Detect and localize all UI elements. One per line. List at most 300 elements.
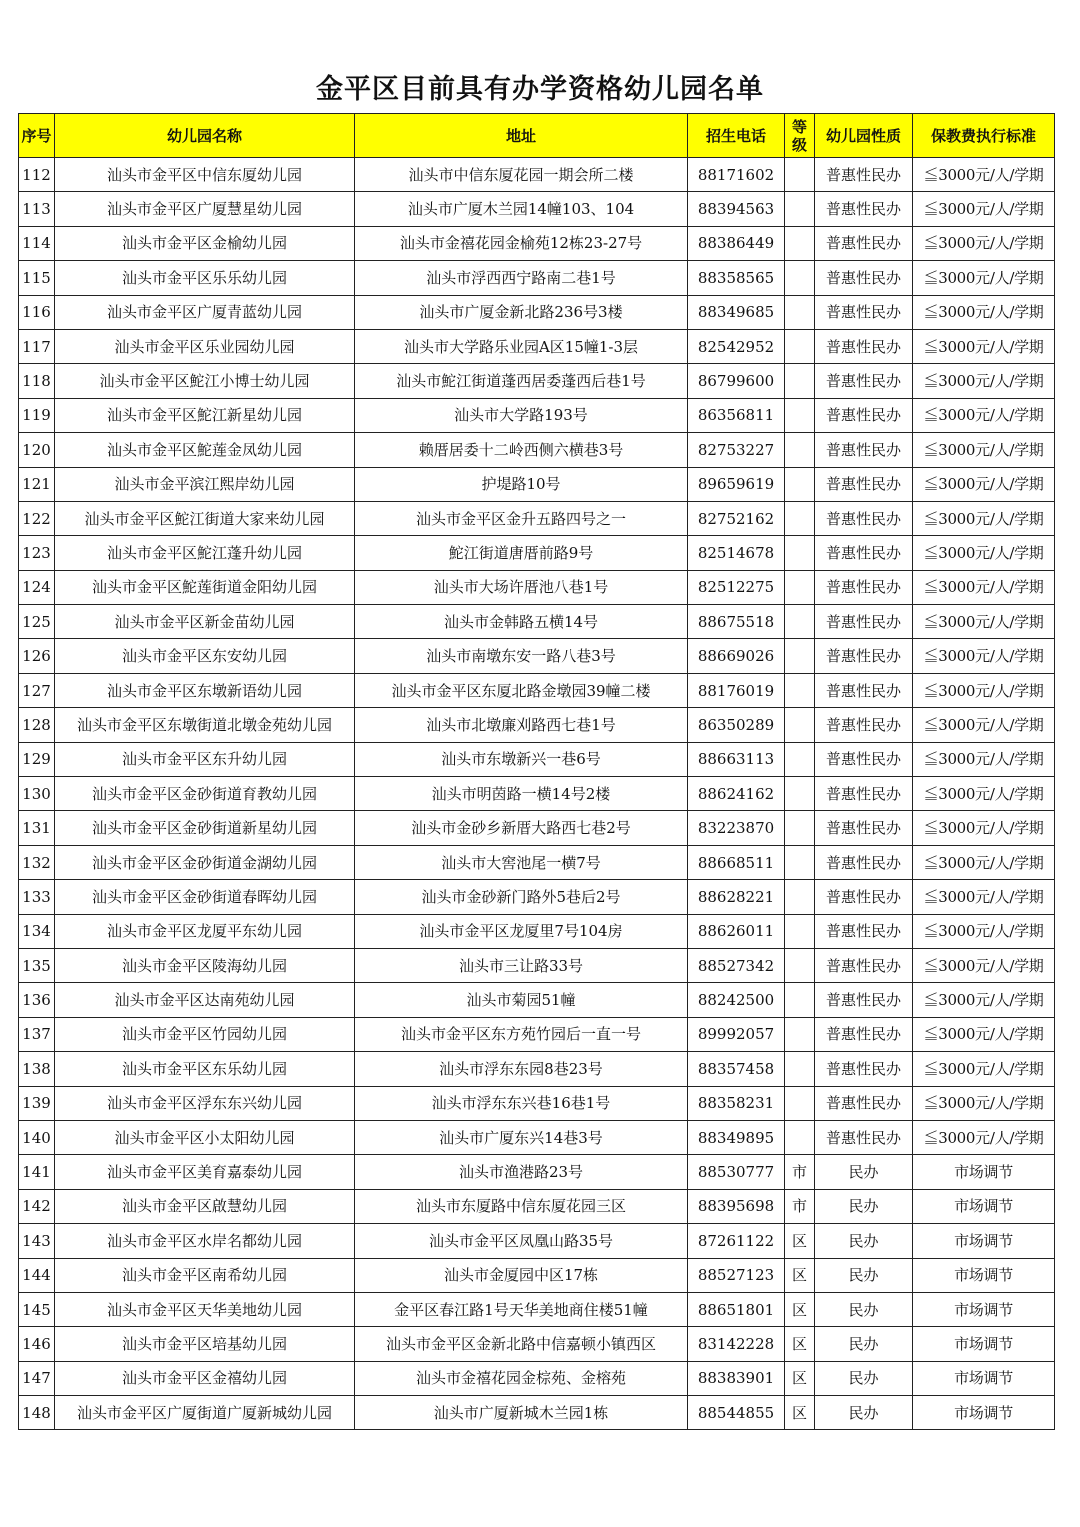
cell-level — [785, 948, 815, 982]
cell-nature: 普惠性民办 — [815, 914, 913, 948]
cell-phone: 88624162 — [688, 777, 785, 811]
cell-address: 汕头市渔港路23号 — [355, 1155, 688, 1189]
cell-phone: 88669026 — [688, 639, 785, 673]
cell-name: 汕头市金平区龙厦平东幼儿园 — [55, 914, 355, 948]
header-row — [19, 114, 1055, 158]
cell-fee: ≦3000元/人/学期 — [913, 983, 1055, 1017]
cell-name: 汕头市金平区天华美地幼儿园 — [55, 1292, 355, 1326]
cell-fee: ≦3000元/人/学期 — [913, 192, 1055, 226]
cell-no: 135 — [19, 948, 55, 982]
cell-nature: 普惠性民办 — [815, 1052, 913, 1086]
cell-fee: ≦3000元/人/学期 — [913, 639, 1055, 673]
table-row — [19, 1258, 1055, 1292]
cell-no: 126 — [19, 639, 55, 673]
table-row — [19, 845, 1055, 879]
cell-phone: 86356811 — [688, 398, 785, 432]
cell-level — [785, 673, 815, 707]
cell-name: 汕头市金平区东乐幼儿园 — [55, 1052, 355, 1086]
cell-name: 汕头市金平区广厦街道广厦新城幼儿园 — [55, 1396, 355, 1430]
cell-nature: 普惠性民办 — [815, 329, 913, 363]
cell-phone: 83142228 — [688, 1327, 785, 1361]
cell-nature: 普惠性民办 — [815, 880, 913, 914]
table-row — [19, 1396, 1055, 1430]
cell-nature: 民办 — [815, 1224, 913, 1258]
cell-nature: 普惠性民办 — [815, 570, 913, 604]
header-nature: 幼儿园性质 — [815, 114, 913, 158]
cell-no: 136 — [19, 983, 55, 1017]
table-row — [19, 639, 1055, 673]
cell-nature: 民办 — [815, 1155, 913, 1189]
cell-no: 115 — [19, 261, 55, 295]
cell-fee: ≦3000元/人/学期 — [913, 501, 1055, 535]
cell-phone: 88386449 — [688, 226, 785, 260]
cell-phone: 88530777 — [688, 1155, 785, 1189]
table-row — [19, 570, 1055, 604]
table-row — [19, 1120, 1055, 1154]
cell-address: 护堤路10号 — [355, 467, 688, 501]
cell-name: 汕头市金平区金禧幼儿园 — [55, 1361, 355, 1395]
cell-no: 119 — [19, 398, 55, 432]
cell-phone: 88395698 — [688, 1189, 785, 1223]
cell-level — [785, 777, 815, 811]
cell-address: 汕头市大窖池尾一横7号 — [355, 845, 688, 879]
cell-name: 汕头市金平区啟慧幼儿园 — [55, 1189, 355, 1223]
cell-no: 123 — [19, 536, 55, 570]
cell-nature: 民办 — [815, 1361, 913, 1395]
cell-no: 124 — [19, 570, 55, 604]
header-name: 幼儿园名称 — [55, 114, 355, 158]
cell-phone: 88358565 — [688, 261, 785, 295]
cell-no: 114 — [19, 226, 55, 260]
cell-name: 汕头市金平区金砂街道新星幼儿园 — [55, 811, 355, 845]
cell-fee: ≦3000元/人/学期 — [913, 880, 1055, 914]
cell-fee: ≦3000元/人/学期 — [913, 845, 1055, 879]
cell-level — [785, 364, 815, 398]
cell-name: 汕头市金平区广厦慧星幼儿园 — [55, 192, 355, 226]
cell-name: 汕头市金平区乐业园幼儿园 — [55, 329, 355, 363]
cell-no: 139 — [19, 1086, 55, 1120]
cell-nature: 普惠性民办 — [815, 983, 913, 1017]
cell-address: 赖厝居委十二岭西侧六横巷3号 — [355, 433, 688, 467]
cell-no: 128 — [19, 708, 55, 742]
header-no: 序号 — [19, 114, 55, 158]
table-row — [19, 1086, 1055, 1120]
cell-address: 汕头市金平区东方苑竹园后一直一号 — [355, 1017, 688, 1051]
header-phone: 招生电话 — [688, 114, 785, 158]
cell-name: 汕头市金平区东升幼儿园 — [55, 742, 355, 776]
cell-no: 112 — [19, 158, 55, 192]
cell-nature: 普惠性民办 — [815, 295, 913, 329]
cell-level — [785, 226, 815, 260]
cell-phone: 86350289 — [688, 708, 785, 742]
cell-address: 汕头市广厦金新北路236号3楼 — [355, 295, 688, 329]
cell-no: 142 — [19, 1189, 55, 1223]
cell-nature: 民办 — [815, 1292, 913, 1326]
cell-level — [785, 708, 815, 742]
cell-fee: ≦3000元/人/学期 — [913, 914, 1055, 948]
cell-level: 区 — [785, 1258, 815, 1292]
cell-name: 汕头市金平区鮀江小博士幼儿园 — [55, 364, 355, 398]
cell-name: 汕头市金平区鮀江新星幼儿园 — [55, 398, 355, 432]
cell-nature: 民办 — [815, 1396, 913, 1430]
cell-no: 127 — [19, 673, 55, 707]
cell-no: 137 — [19, 1017, 55, 1051]
cell-nature: 普惠性民办 — [815, 948, 913, 982]
cell-name: 汕头市金平区小太阳幼儿园 — [55, 1120, 355, 1154]
cell-nature: 普惠性民办 — [815, 1017, 913, 1051]
cell-fee: 市场调节 — [913, 1224, 1055, 1258]
cell-address: 汕头市浮西西宁路南二巷1号 — [355, 261, 688, 295]
cell-name: 汕头市金平区中信东厦幼儿园 — [55, 158, 355, 192]
cell-address: 汕头市金韩路五横14号 — [355, 605, 688, 639]
cell-phone: 88383901 — [688, 1361, 785, 1395]
cell-level — [785, 983, 815, 1017]
cell-phone: 88349685 — [688, 295, 785, 329]
table-row — [19, 948, 1055, 982]
cell-name: 汕头市金平区东墩街道北墩金苑幼儿园 — [55, 708, 355, 742]
cell-fee: 市场调节 — [913, 1292, 1055, 1326]
table-row — [19, 295, 1055, 329]
cell-fee: 市场调节 — [913, 1361, 1055, 1395]
cell-name: 汕头市金平区金砂街道育教幼儿园 — [55, 777, 355, 811]
cell-name: 汕头市金平区东墩新语幼儿园 — [55, 673, 355, 707]
cell-address: 汕头市金平区凤凰山路35号 — [355, 1224, 688, 1258]
cell-no: 140 — [19, 1120, 55, 1154]
cell-nature: 民办 — [815, 1327, 913, 1361]
cell-fee: ≦3000元/人/学期 — [913, 811, 1055, 845]
table-row — [19, 501, 1055, 535]
cell-address: 汕头市金平区金新北路中信嘉顿小镇西区 — [355, 1327, 688, 1361]
table-row — [19, 1361, 1055, 1395]
cell-no: 147 — [19, 1361, 55, 1395]
cell-name: 汕头市金平滨江熙岸幼儿园 — [55, 467, 355, 501]
cell-no: 143 — [19, 1224, 55, 1258]
cell-name: 汕头市金平区鮀莲街道金阳幼儿园 — [55, 570, 355, 604]
cell-phone: 88663113 — [688, 742, 785, 776]
cell-phone: 88668511 — [688, 845, 785, 879]
cell-name: 汕头市金平区广厦青蓝幼儿园 — [55, 295, 355, 329]
table-header — [19, 114, 1055, 158]
cell-no: 146 — [19, 1327, 55, 1361]
table-row — [19, 1017, 1055, 1051]
cell-level: 区 — [785, 1292, 815, 1326]
cell-phone: 88527123 — [688, 1258, 785, 1292]
cell-no: 131 — [19, 811, 55, 845]
table-row — [19, 433, 1055, 467]
table-row — [19, 777, 1055, 811]
cell-phone: 88544855 — [688, 1396, 785, 1430]
cell-name: 汕头市金平区水岸名都幼儿园 — [55, 1224, 355, 1258]
cell-fee: ≦3000元/人/学期 — [913, 295, 1055, 329]
cell-fee: 市场调节 — [913, 1396, 1055, 1430]
cell-address: 汕头市菊园51幢 — [355, 983, 688, 1017]
cell-nature: 普惠性民办 — [815, 1086, 913, 1120]
cell-no: 113 — [19, 192, 55, 226]
cell-nature: 普惠性民办 — [815, 536, 913, 570]
table-row — [19, 226, 1055, 260]
cell-level — [785, 639, 815, 673]
cell-fee: ≦3000元/人/学期 — [913, 673, 1055, 707]
table-row — [19, 1155, 1055, 1189]
cell-nature: 普惠性民办 — [815, 708, 913, 742]
cell-fee: 市场调节 — [913, 1327, 1055, 1361]
cell-name: 汕头市金平区金榆幼儿园 — [55, 226, 355, 260]
cell-name: 汕头市金平区培基幼儿园 — [55, 1327, 355, 1361]
cell-fee: ≦3000元/人/学期 — [913, 158, 1055, 192]
cell-address: 汕头市东厦路中信东厦花园三区 — [355, 1189, 688, 1223]
table-row — [19, 605, 1055, 639]
cell-nature: 普惠性民办 — [815, 192, 913, 226]
cell-phone: 87261122 — [688, 1224, 785, 1258]
cell-level — [785, 570, 815, 604]
cell-phone: 89659619 — [688, 467, 785, 501]
cell-address: 汕头市金禧花园金榆苑12栋23-27号 — [355, 226, 688, 260]
cell-phone: 88675518 — [688, 605, 785, 639]
cell-name: 汕头市金平区鮀江蓬升幼儿园 — [55, 536, 355, 570]
cell-name: 汕头市金平区鮀江街道大家来幼儿园 — [55, 501, 355, 535]
cell-nature: 普惠性民办 — [815, 158, 913, 192]
table-row — [19, 1052, 1055, 1086]
cell-nature: 普惠性民办 — [815, 501, 913, 535]
cell-address: 汕头市三让路33号 — [355, 948, 688, 982]
cell-name: 汕头市金平区浮东东兴幼儿园 — [55, 1086, 355, 1120]
header-level: 等级 — [785, 114, 815, 158]
cell-phone: 82512275 — [688, 570, 785, 604]
cell-no: 145 — [19, 1292, 55, 1326]
cell-no: 133 — [19, 880, 55, 914]
cell-level — [785, 811, 815, 845]
header-fee: 保教费执行标准 — [913, 114, 1055, 158]
cell-phone: 88527342 — [688, 948, 785, 982]
cell-nature: 普惠性民办 — [815, 398, 913, 432]
table-row — [19, 1224, 1055, 1258]
cell-address: 汕头市广厦东兴14巷3号 — [355, 1120, 688, 1154]
cell-nature: 普惠性民办 — [815, 605, 913, 639]
cell-nature: 普惠性民办 — [815, 742, 913, 776]
cell-fee: ≦3000元/人/学期 — [913, 398, 1055, 432]
cell-name: 汕头市金平区乐乐幼儿园 — [55, 261, 355, 295]
cell-phone: 88394563 — [688, 192, 785, 226]
cell-phone: 89992057 — [688, 1017, 785, 1051]
cell-fee: 市场调节 — [913, 1258, 1055, 1292]
table-row — [19, 467, 1055, 501]
cell-level — [785, 845, 815, 879]
table-row — [19, 398, 1055, 432]
cell-no: 116 — [19, 295, 55, 329]
cell-nature: 普惠性民办 — [815, 673, 913, 707]
cell-name: 汕头市金平区东安幼儿园 — [55, 639, 355, 673]
table-body — [19, 158, 1055, 1430]
cell-address: 汕头市鮀江街道蓬西居委蓬西后巷1号 — [355, 364, 688, 398]
cell-name: 汕头市金平区美育嘉泰幼儿园 — [55, 1155, 355, 1189]
cell-address: 汕头市金厦园中区17栋 — [355, 1258, 688, 1292]
table-row — [19, 364, 1055, 398]
cell-no: 132 — [19, 845, 55, 879]
cell-fee: ≦3000元/人/学期 — [913, 777, 1055, 811]
table-row — [19, 329, 1055, 363]
cell-address: 汕头市大学路乐业园A区15幢1-3层 — [355, 329, 688, 363]
cell-address: 汕头市金禧花园金棕苑、金榕苑 — [355, 1361, 688, 1395]
cell-level: 区 — [785, 1327, 815, 1361]
cell-no: 125 — [19, 605, 55, 639]
cell-phone: 88628221 — [688, 880, 785, 914]
cell-fee: ≦3000元/人/学期 — [913, 605, 1055, 639]
cell-nature: 普惠性民办 — [815, 845, 913, 879]
cell-fee: ≦3000元/人/学期 — [913, 261, 1055, 295]
cell-level — [785, 158, 815, 192]
table-row — [19, 158, 1055, 192]
cell-phone: 88651801 — [688, 1292, 785, 1326]
table-row — [19, 1189, 1055, 1223]
cell-address: 汕头市广厦新城木兰园1栋 — [355, 1396, 688, 1430]
cell-fee: 市场调节 — [913, 1155, 1055, 1189]
cell-level — [785, 914, 815, 948]
cell-no: 144 — [19, 1258, 55, 1292]
header-address: 地址 — [355, 114, 688, 158]
table-row — [19, 673, 1055, 707]
cell-phone: 83223870 — [688, 811, 785, 845]
cell-nature: 普惠性民办 — [815, 1120, 913, 1154]
cell-no: 117 — [19, 329, 55, 363]
cell-address: 汕头市金平区东厦北路金墩园39幢二楼 — [355, 673, 688, 707]
cell-address: 汕头市金平区龙厦里7号104房 — [355, 914, 688, 948]
table-row — [19, 811, 1055, 845]
cell-nature: 普惠性民办 — [815, 433, 913, 467]
table-row — [19, 1292, 1055, 1326]
cell-no: 122 — [19, 501, 55, 535]
cell-phone: 88349895 — [688, 1120, 785, 1154]
cell-name: 汕头市金平区金砂街道金湖幼儿园 — [55, 845, 355, 879]
cell-no: 138 — [19, 1052, 55, 1086]
cell-nature: 普惠性民办 — [815, 811, 913, 845]
cell-level: 市 — [785, 1155, 815, 1189]
table-row — [19, 192, 1055, 226]
cell-name: 汕头市金平区金砂街道春晖幼儿园 — [55, 880, 355, 914]
table-row — [19, 536, 1055, 570]
cell-nature: 普惠性民办 — [815, 777, 913, 811]
table-row — [19, 880, 1055, 914]
cell-address: 汕头市东墩新兴一巷6号 — [355, 742, 688, 776]
cell-no: 148 — [19, 1396, 55, 1430]
cell-phone: 88357458 — [688, 1052, 785, 1086]
cell-fee: ≦3000元/人/学期 — [913, 1086, 1055, 1120]
cell-fee: ≦3000元/人/学期 — [913, 329, 1055, 363]
cell-level — [785, 536, 815, 570]
cell-fee: 市场调节 — [913, 1189, 1055, 1223]
cell-address: 汕头市浮东东园8巷23号 — [355, 1052, 688, 1086]
cell-level: 市 — [785, 1189, 815, 1223]
cell-fee: ≦3000元/人/学期 — [913, 433, 1055, 467]
cell-level — [785, 467, 815, 501]
table-row — [19, 1327, 1055, 1361]
cell-fee: ≦3000元/人/学期 — [913, 742, 1055, 776]
cell-address: 汕头市金砂乡新厝大路西七巷2号 — [355, 811, 688, 845]
cell-level — [785, 605, 815, 639]
cell-phone: 82542952 — [688, 329, 785, 363]
cell-no: 130 — [19, 777, 55, 811]
cell-name: 汕头市金平区陵海幼儿园 — [55, 948, 355, 982]
cell-address: 汕头市中信东厦花园一期会所二楼 — [355, 158, 688, 192]
cell-name: 汕头市金平区竹园幼儿园 — [55, 1017, 355, 1051]
cell-level — [785, 295, 815, 329]
table-row — [19, 261, 1055, 295]
cell-level — [785, 742, 815, 776]
cell-fee: ≦3000元/人/学期 — [913, 1052, 1055, 1086]
cell-phone: 82752162 — [688, 501, 785, 535]
cell-level — [785, 1086, 815, 1120]
cell-phone: 82753227 — [688, 433, 785, 467]
cell-address: 汕头市大学路193号 — [355, 398, 688, 432]
cell-no: 141 — [19, 1155, 55, 1189]
cell-level — [785, 880, 815, 914]
cell-nature: 普惠性民办 — [815, 364, 913, 398]
cell-no: 118 — [19, 364, 55, 398]
cell-name: 汕头市金平区鮀莲金凤幼儿园 — [55, 433, 355, 467]
cell-level — [785, 192, 815, 226]
cell-address: 汕头市明茵路一横14号2楼 — [355, 777, 688, 811]
cell-no: 134 — [19, 914, 55, 948]
cell-fee: ≦3000元/人/学期 — [913, 536, 1055, 570]
cell-level: 区 — [785, 1361, 815, 1395]
cell-fee: ≦3000元/人/学期 — [913, 948, 1055, 982]
cell-address: 汕头市大场许厝池八巷1号 — [355, 570, 688, 604]
cell-phone: 88358231 — [688, 1086, 785, 1120]
cell-phone: 88176019 — [688, 673, 785, 707]
cell-fee: ≦3000元/人/学期 — [913, 364, 1055, 398]
cell-phone: 88171602 — [688, 158, 785, 192]
cell-address: 汕头市广厦木兰园14幢103、104 — [355, 192, 688, 226]
cell-fee: ≦3000元/人/学期 — [913, 1120, 1055, 1154]
cell-fee: ≦3000元/人/学期 — [913, 226, 1055, 260]
cell-address: 汕头市南墩东安一路八巷3号 — [355, 639, 688, 673]
cell-fee: ≦3000元/人/学期 — [913, 467, 1055, 501]
cell-fee: ≦3000元/人/学期 — [913, 570, 1055, 604]
cell-level — [785, 1017, 815, 1051]
cell-level — [785, 329, 815, 363]
cell-address: 汕头市浮东东兴巷16巷1号 — [355, 1086, 688, 1120]
cell-nature: 普惠性民办 — [815, 261, 913, 295]
cell-no: 120 — [19, 433, 55, 467]
cell-address: 鮀江街道唐厝前路9号 — [355, 536, 688, 570]
cell-address: 汕头市金平区金升五路四号之一 — [355, 501, 688, 535]
cell-address: 金平区春江路1号天华美地商住楼51幢 — [355, 1292, 688, 1326]
cell-name: 汕头市金平区新金苗幼儿园 — [55, 605, 355, 639]
table-row — [19, 708, 1055, 742]
table-row — [19, 914, 1055, 948]
cell-name: 汕头市金平区南希幼儿园 — [55, 1258, 355, 1292]
cell-level — [785, 1120, 815, 1154]
page-title: 金平区目前具有办学资格幼儿园名单 — [316, 74, 764, 105]
cell-nature: 普惠性民办 — [815, 226, 913, 260]
cell-no: 121 — [19, 467, 55, 501]
cell-phone: 82514678 — [688, 536, 785, 570]
cell-no: 129 — [19, 742, 55, 776]
cell-phone: 88626011 — [688, 914, 785, 948]
cell-level — [785, 501, 815, 535]
cell-nature: 普惠性民办 — [815, 639, 913, 673]
cell-address: 汕头市金砂新门路外5巷后2号 — [355, 880, 688, 914]
cell-phone: 88242500 — [688, 983, 785, 1017]
cell-level: 区 — [785, 1224, 815, 1258]
cell-nature: 普惠性民办 — [815, 467, 913, 501]
cell-name: 汕头市金平区达南苑幼儿园 — [55, 983, 355, 1017]
cell-nature: 民办 — [815, 1258, 913, 1292]
cell-level — [785, 261, 815, 295]
cell-nature: 民办 — [815, 1189, 913, 1223]
cell-address: 汕头市北墩廉刈路西七巷1号 — [355, 708, 688, 742]
cell-level — [785, 1052, 815, 1086]
cell-level — [785, 433, 815, 467]
